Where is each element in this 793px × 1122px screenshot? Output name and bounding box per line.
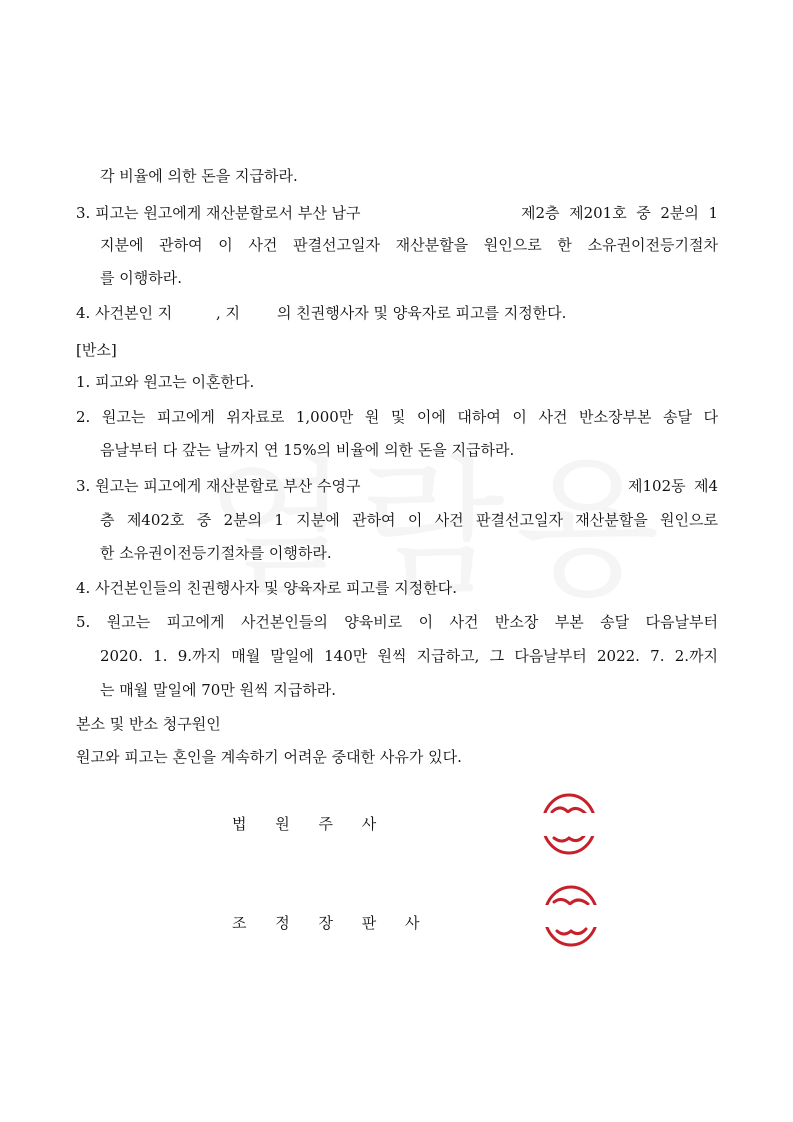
text-line: 한 소유권이전등기절차를 이행하라. [100,544,332,562]
text-line: 제102동 제4 [628,477,718,495]
text-line: 층 제402호 중 2분의 1 지분에 관하여 이 사건 판결선고일자 재산분할을 원인으로 [100,511,718,529]
text-line: 2020. 1. 9.까지 매월 말일에 140만 원씩 지급하고, 그 다음날부터 2022. 7. 2.까지 [100,647,718,665]
section-heading: [반소] [76,341,117,359]
text-line: 4. 사건본인 지 [76,304,173,322]
text-line: 3. 원고는 피고에게 재산분할로 부산 수영구 [76,477,361,495]
text-line: 를 이행하라. [100,269,182,287]
text-line: 제2층 제201호 중 2분의 1 [521,204,718,222]
text-line: 지분에 관하여 이 사건 판결선고일자 재산분할을 원인으로 한 소유권이전등기절차 [100,236,718,254]
text-line: 는 매월 말일에 70만 원씩 지급하라. [100,681,337,699]
text-line: 의 친권행사자 및 양육자로 피고를 지정한다. [277,304,567,322]
text-line: 각 비율에 의한 돈을 지급하라. [100,167,298,185]
text-line: 3. 피고는 원고에게 재산분할로서 부산 남구 [76,204,361,222]
redaction-block [536,905,608,927]
text-line: 음날부터 다 갚는 날까지 연 15%의 비율에 의한 돈을 지급하라. [100,441,515,459]
text-line: 원고와 피고는 혼인을 계속하기 어려운 중대한 사유가 있다. [76,748,462,766]
signatory-title-judge: 조 정 장 판 사 [232,914,432,932]
signatory-title-clerk: 법 원 주 사 [232,815,389,833]
text-line: 4. 사건본인들의 친권행사자 및 양육자로 피고를 지정한다. [76,579,457,597]
section-heading: 본소 및 반소 청구원인 [76,715,221,733]
redaction-block [534,813,606,836]
text-line: 1. 피고와 원고는 이혼한다. [76,373,255,391]
text-line: 2. 원고는 피고에게 위자료로 1,000만 원 및 이에 대하여 이 사건 반소장부본 송달 다 [76,408,718,426]
text-line: 5. 원고는 피고에게 사건본인들의 양육비로 이 사건 반소장 부본 송달 다음날부터 [76,613,718,631]
text-line: , 지 [216,304,241,322]
